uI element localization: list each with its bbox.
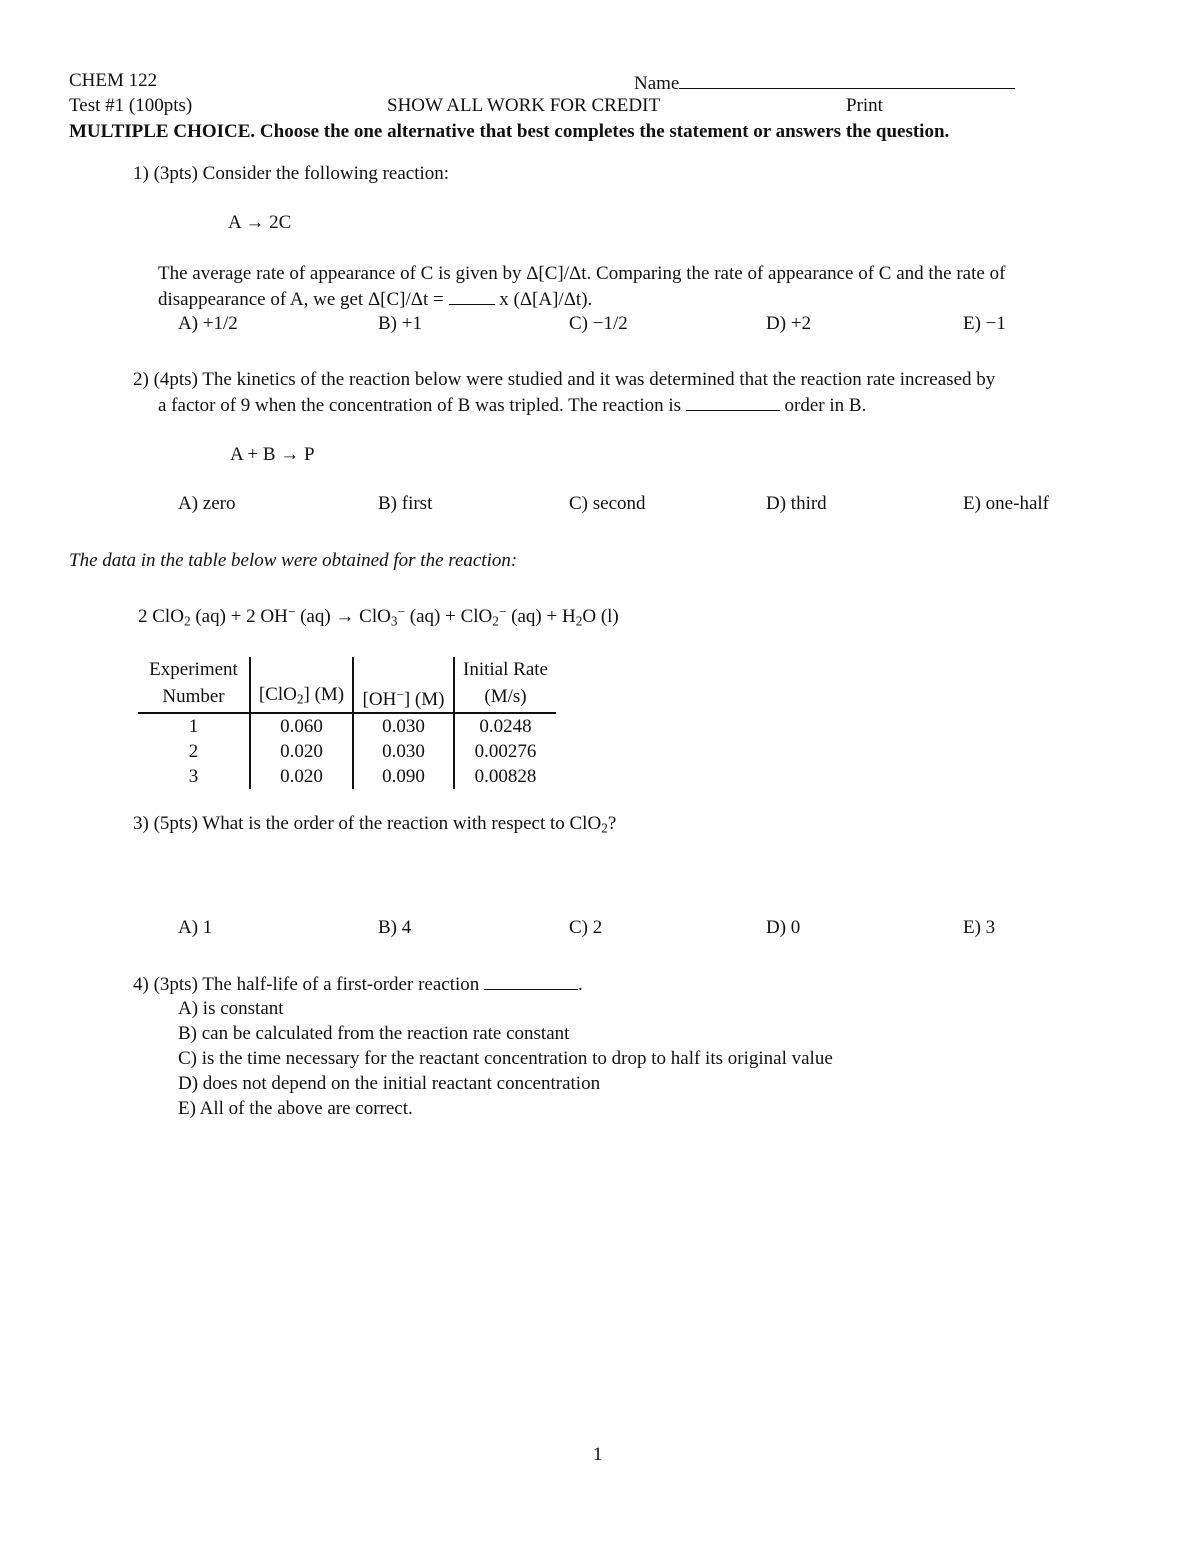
- header-rate-unit: (M/s): [454, 682, 556, 713]
- reaction-equation: 2 ClO$_2$ (aq) + 2 OH− (aq) → ClO$_3$− (aq) + ClO$_2$− $(aq) + H_2O$ (l): [138, 604, 619, 629]
- table-row: 3 0.020 0.090 0.00828: [138, 764, 556, 789]
- table-header-row-2: [138, 682, 556, 713]
- q4-blank: [484, 974, 578, 990]
- q1-option-e[interactable]: E) −1: [963, 313, 1006, 334]
- table-intro: The data in the table below were obtained for the reaction:: [69, 550, 518, 571]
- header-number: Number: [138, 682, 250, 713]
- test-label: Test #1 (100pts): [69, 95, 193, 116]
- rate-data-table: [138, 657, 556, 789]
- q2-option-e[interactable]: E) one-half: [963, 493, 1049, 514]
- page-number: 1: [593, 1444, 603, 1465]
- q2-option-b[interactable]: B) first: [378, 493, 433, 514]
- q1-option-d[interactable]: D) +2: [766, 313, 812, 334]
- q2-option-d[interactable]: D) third: [766, 493, 827, 514]
- q4-option-c[interactable]: C) is the time necessary for the reactant concentration to drop to half its original value: [178, 1048, 833, 1069]
- q1-option-c[interactable]: C) −1/2: [569, 313, 628, 334]
- q1-option-b[interactable]: B) +1: [378, 313, 422, 334]
- q2-text-line1: 2) (4pts) The kinetics of the reaction below were studied and it was determined that the reaction rate increased by: [133, 369, 996, 390]
- q4-option-b[interactable]: B) can be calculated from the reaction rate constant: [178, 1023, 570, 1044]
- q3-option-e[interactable]: E) 3: [963, 917, 996, 938]
- header-clo2: [ClO$_2$] (M): [250, 682, 353, 713]
- header-experiment: Experiment: [138, 657, 250, 682]
- q1-reaction: A → 2C: [228, 212, 292, 233]
- q1-option-a[interactable]: A) +1/2: [178, 313, 238, 334]
- q2-option-c[interactable]: C) second: [569, 493, 646, 514]
- q3-option-c[interactable]: C) 2: [569, 917, 603, 938]
- name-label: Name: [634, 73, 680, 94]
- instructions: MULTIPLE CHOICE. Choose the one alternative that best completes the statement or answers the question.: [69, 121, 950, 142]
- q1-intro: 1) (3pts) Consider the following reaction:: [133, 163, 450, 184]
- q3-option-b[interactable]: B) 4: [378, 917, 412, 938]
- q1-blank: [449, 289, 495, 305]
- name-field[interactable]: [634, 71, 1015, 93]
- q4-option-a[interactable]: A) is constant: [178, 998, 284, 1019]
- q4-text: 4) (3pts) The half-life of a first-order reaction .: [133, 974, 583, 995]
- table-row: 1 0.060 0.030 0.0248: [138, 713, 556, 739]
- course-label: CHEM 122: [69, 70, 158, 91]
- q1-text-line1: The average rate of appearance of C is given by Δ[C]/Δt. Comparing the rate of appearance of C and the rate of: [158, 263, 1006, 284]
- q2-blank: [686, 395, 780, 411]
- q2-reaction: A + B → P: [230, 444, 315, 465]
- q2-text-line2: a factor of 9 when the concentration of B was tripled. The reaction is order in B.: [158, 395, 867, 416]
- header-initial-rate: Initial Rate: [463, 659, 548, 680]
- q3-option-a[interactable]: A) 1: [178, 917, 213, 938]
- q1-text-line2: disappearance of A, we get Δ[C]/Δt = x (Δ[A]/Δt).: [158, 289, 593, 310]
- print-label: Print: [846, 95, 883, 116]
- table-row: 2 0.020 0.030 0.00276: [138, 739, 556, 764]
- name-blank[interactable]: [679, 71, 1015, 89]
- q3-text: 3) (5pts) What is the order of the reaction with respect to ClO$_2$?: [133, 813, 617, 836]
- q2-option-a[interactable]: A) zero: [178, 493, 236, 514]
- show-work-label: SHOW ALL WORK FOR CREDIT: [387, 95, 661, 116]
- q4-option-e[interactable]: E) All of the above are correct.: [178, 1098, 413, 1119]
- q3-option-d[interactable]: D) 0: [766, 917, 801, 938]
- table-header-row-1: [138, 657, 556, 682]
- header-oh: [OH−] (M): [353, 682, 454, 713]
- q4-option-d[interactable]: D) does not depend on the initial reactant concentration: [178, 1073, 601, 1094]
